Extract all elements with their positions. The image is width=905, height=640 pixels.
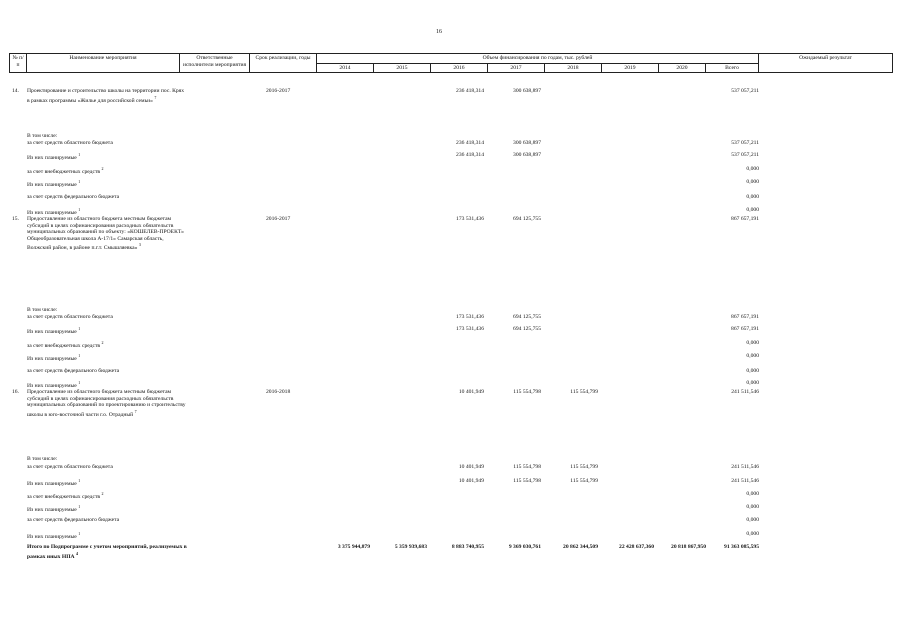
funding-value: 694 125,755 — [513, 314, 541, 320]
funding-value: 115 554,798 — [513, 464, 541, 470]
header-year: 2018 — [545, 63, 602, 73]
funding-value: 867 657,191 — [731, 216, 759, 222]
funding-value: 115 554,799 — [570, 464, 598, 470]
row-name: В том числе: — [27, 307, 58, 313]
row-number: 15. — [12, 216, 19, 222]
row-name: за счет средств областного бюджета — [27, 140, 113, 146]
row-period: 2016-2017 — [266, 88, 291, 94]
header-result: Ожидаемый результат — [759, 54, 893, 73]
header-period: Срок реализации, годы — [250, 54, 317, 73]
footnote-marker: 1 — [78, 179, 81, 184]
footnote-marker: 1 — [78, 531, 81, 536]
row-name: за счет средств федерального бюджета — [27, 194, 120, 200]
footnote-marker: 1 — [78, 326, 81, 331]
funding-value: 236 418,314 — [456, 140, 484, 146]
footnote-marker: 4 — [76, 550, 79, 556]
row-name: Из них планируемые $^1$ — [27, 326, 81, 335]
funding-value: 0,000 — [746, 194, 759, 200]
row-name: Из них планируемые $^1$ — [27, 179, 81, 188]
funding-value: 115 554,798 — [513, 478, 541, 484]
footnote-marker: 7 — [134, 408, 137, 414]
funding-value: 10 401,949 — [458, 478, 484, 484]
header-num: № п/п — [10, 54, 27, 73]
row-name: Из них планируемые $^1$ — [27, 380, 81, 389]
row-name: В том числе: — [27, 133, 58, 139]
funding-value: 22 428 637,360 — [619, 544, 654, 550]
header-funding: Объем финансирования по годам, тыс. рублей — [317, 54, 759, 64]
footnote-marker: 1 — [78, 152, 81, 157]
row-name: за счет средств областного бюджета — [27, 314, 113, 320]
row-name: Из них планируемые $^1$ — [27, 531, 81, 540]
row-name: В том числе: — [27, 456, 58, 462]
funding-value: 867 657,191 — [731, 314, 759, 320]
funding-value: 537 057,211 — [731, 140, 759, 146]
funding-value: 0,000 — [746, 179, 759, 185]
funding-value: 236 418,314 — [456, 152, 484, 158]
funding-value: 0,000 — [746, 517, 759, 523]
funding-value: 115 554,799 — [570, 478, 598, 484]
footnote-marker: 3 — [138, 242, 141, 248]
funding-value: 0,000 — [746, 491, 759, 497]
funding-value: 115 554,799 — [570, 389, 598, 395]
funding-value: 300 638,897 — [513, 152, 541, 158]
row-name: Предоставление из областного бюджета местным бюджетам субсидий в целях софинансирования расходных обязательств муниципальных образований по проектированию и строительству школы в юго-восточной части г.о. Отрадный $^7$ — [27, 389, 186, 418]
funding-value: 537 057,211 — [731, 152, 759, 158]
row-name: за счет средств федерального бюджета — [27, 517, 120, 523]
funding-value: 236 418,314 — [456, 88, 484, 94]
header-name: Наименование мероприятия — [27, 54, 180, 73]
funding-value: 0,000 — [746, 340, 759, 346]
funding-value: 115 554,798 — [513, 389, 541, 395]
header-year: 2019 — [602, 63, 659, 73]
funding-value: 241 511,546 — [731, 478, 759, 484]
footnote-marker: 1 — [78, 207, 81, 212]
funding-value: 867 657,191 — [731, 326, 759, 332]
funding-value: 0,000 — [746, 353, 759, 359]
footnote-marker: 7 — [154, 94, 157, 100]
funding-value: 20 818 867,950 — [671, 544, 706, 550]
footnote-marker: 2 — [101, 340, 104, 345]
row-name: Из них планируемые $^1$ — [27, 504, 81, 513]
funding-value: 10 401,949 — [458, 464, 484, 470]
header-year: 2016 — [431, 63, 488, 73]
funding-value: 5 359 939,683 — [394, 544, 427, 550]
row-name: Из них планируемые $^1$ — [27, 152, 81, 161]
footnote-marker: 1 — [78, 380, 81, 385]
funding-value: 20 862 344,509 — [563, 544, 598, 550]
row-name: за счет внебюджетных средств $^2$ — [27, 166, 104, 175]
row-name: за счет внебюджетных средств $^2$ — [27, 340, 104, 349]
row-name: за счет средств областного бюджета — [27, 464, 113, 470]
funding-value: 241 511,546 — [731, 464, 759, 470]
row-period: 2016-2017 — [266, 216, 291, 222]
page-number: 16 — [436, 29, 442, 35]
funding-value: 300 638,897 — [513, 88, 541, 94]
row-name: Из них планируемые $^1$ — [27, 207, 81, 216]
row-name: Проектирование и строительство школы на территории пос. Крях в рамках программы «Жилье для российской семьи» $^7$ — [27, 88, 185, 104]
footnote-marker: 2 — [101, 166, 104, 171]
funding-value: 0,000 — [746, 531, 759, 537]
header-year: Всего — [706, 63, 759, 73]
funding-value: 0,000 — [746, 504, 759, 510]
funding-value: 3 375 944,879 — [337, 544, 370, 550]
funding-value: 537 057,211 — [731, 88, 759, 94]
funding-value: 9 369 030,761 — [508, 544, 541, 550]
funding-value: 173 531,436 — [456, 314, 484, 320]
row-number: 16. — [12, 389, 19, 395]
row-name: Предоставление из областного бюджета местным бюджетам субсидий в целях софинансирования расходных обязательств муниципальных образований по объекту: «КОШЕЛЕВ-ПРОЕКТ» Общеобразовательная школа А-17/1» Самарская область, Волжский район, в районе п.г.т. Смышляевка» $^3$ — [27, 216, 184, 252]
funding-value: 694 125,755 — [513, 216, 541, 222]
row-name: Из них планируемые $^1$ — [27, 353, 81, 362]
table-header — [9, 53, 893, 73]
funding-value: 173 531,436 — [456, 326, 484, 332]
funding-value: 0,000 — [746, 207, 759, 213]
funding-value: 91 363 085,595 — [724, 544, 759, 550]
funding-value: 0,000 — [746, 380, 759, 386]
row-name: за счет средств федерального бюджета — [27, 368, 120, 374]
header-year: 2020 — [659, 63, 706, 73]
header-year: 2015 — [374, 63, 431, 73]
header-year: 2014 — [317, 63, 374, 73]
header-year: 2017 — [488, 63, 545, 73]
footnote-marker: 1 — [78, 478, 81, 483]
funding-value: 241 511,546 — [731, 389, 759, 395]
footnote-marker: 1 — [78, 504, 81, 509]
row-period: 2016-2018 — [266, 389, 291, 395]
funding-value: 0,000 — [746, 166, 759, 172]
funding-value: 300 638,897 — [513, 140, 541, 146]
header-responsible: Ответственные исполнители мероприятия — [180, 54, 250, 73]
footnote-marker: 2 — [101, 491, 104, 496]
footnote-marker: 1 — [78, 353, 81, 358]
row-name: за счет внебюджетных средств $^2$ — [27, 491, 104, 500]
row-name: Из них планируемые $^1$ — [27, 478, 81, 487]
funding-value: 8 883 740,955 — [451, 544, 484, 550]
row-name: Итого по Подпрограмме с учетом мероприятий, реализуемых в рамках иных НПА $^4$ — [27, 544, 187, 560]
funding-value: 0,000 — [746, 368, 759, 374]
funding-value: 10 401,949 — [458, 389, 484, 395]
row-number: 14. — [12, 88, 19, 94]
funding-value: 694 125,755 — [513, 326, 541, 332]
funding-value: 173 531,436 — [456, 216, 484, 222]
